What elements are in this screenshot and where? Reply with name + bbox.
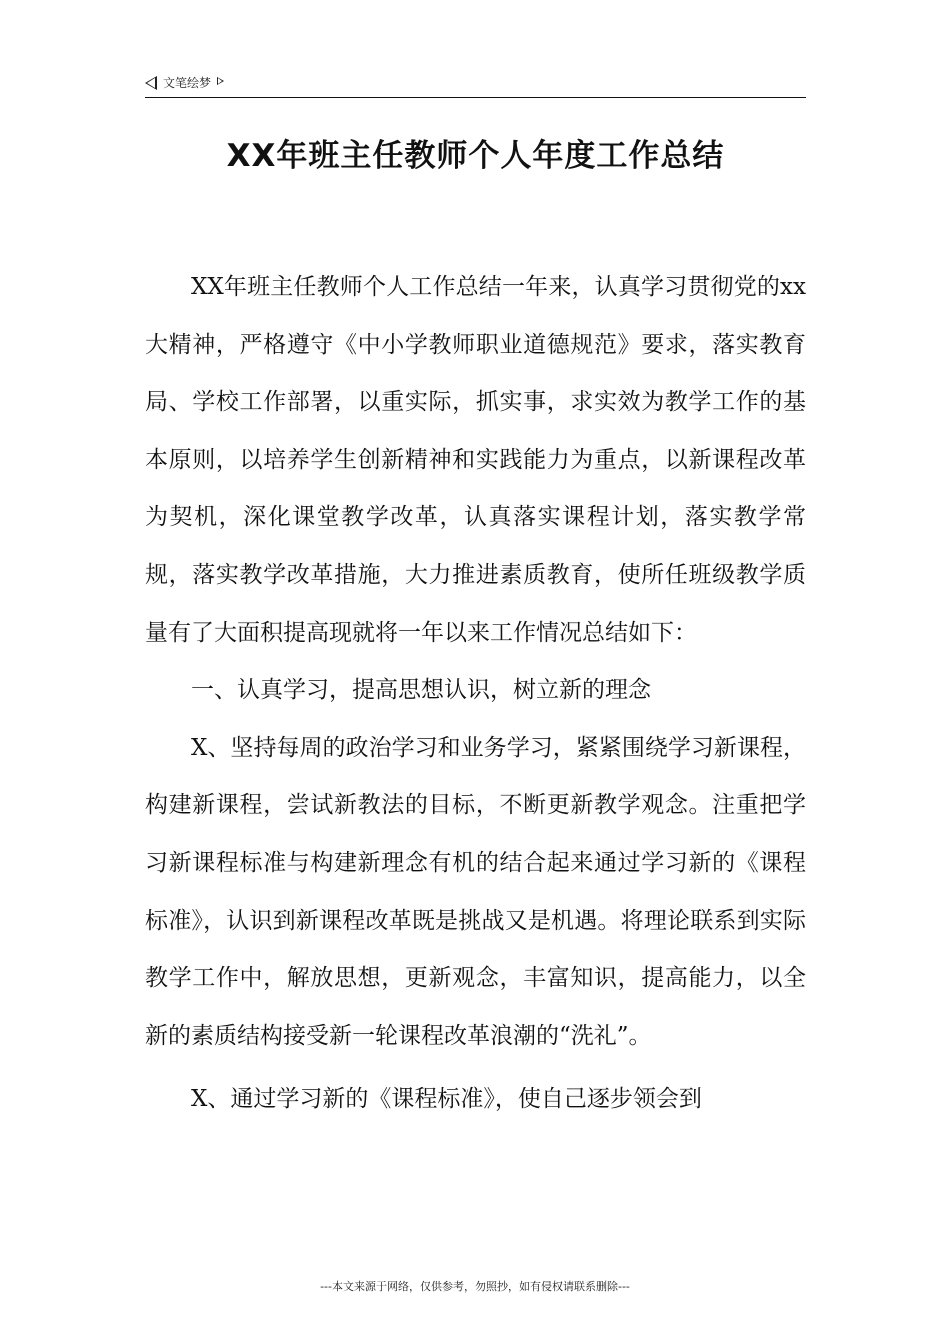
page-header [145,74,806,96]
left-triangle-icon [145,76,157,90]
brand-name: 文笔绘梦 [163,76,212,90]
document-title: XX年班主任教师个人年度工作总结 [226,138,725,174]
header-brand [145,74,224,91]
document-body [145,259,806,1129]
paragraph-item-2: X、通过学习新的《课程标准》，使自己逐步领会到 [191,1086,702,1113]
paragraph-intro: XX年班主任教师个人工作总结一年来，认真学习贯彻党的xx大精神，严格遵守《中小学教师职业道德规范》要求，落实教育局、学校工作部署，以重实际，抓实事，求实效为教学工作的基本原则，以培养学生创新精神和实践能力为重点，以新课程改革为契机，深化课堂教学改革，认真落实课程计划，落实教学常规，落实教学改革措施，大力推进素质教育，使所任班级教学质量有了大面积提高现就将一年以来工作情况总结如下： [145,274,806,646]
header-divider [145,97,806,98]
paragraph-item-1: X、坚持每周的政治学习和业务学习，紧紧围绕学习新课程，构建新课程，尝试新教法的目标，不断更新教学观念。注重把学习新课程标准与构建新理念有机的结合起来通过学习新的《课程标准》，认识到新课程改革既是挑战又是机遇。将理论联系到实际教学工作中，解放思想，更新观念，丰富知识，提高能力，以全新的素质结构接受新一轮课程改革浪潮的“洗礼”。 [145,734,806,1049]
section-heading-1: 一、认真学习，提高思想认识，树立新的理念 [191,677,651,704]
footer-disclaimer: ---本文来源于网络，仅供参考，勿照抄，如有侵权请联系删除--- [320,1280,630,1293]
right-triangle-icon [217,77,224,85]
